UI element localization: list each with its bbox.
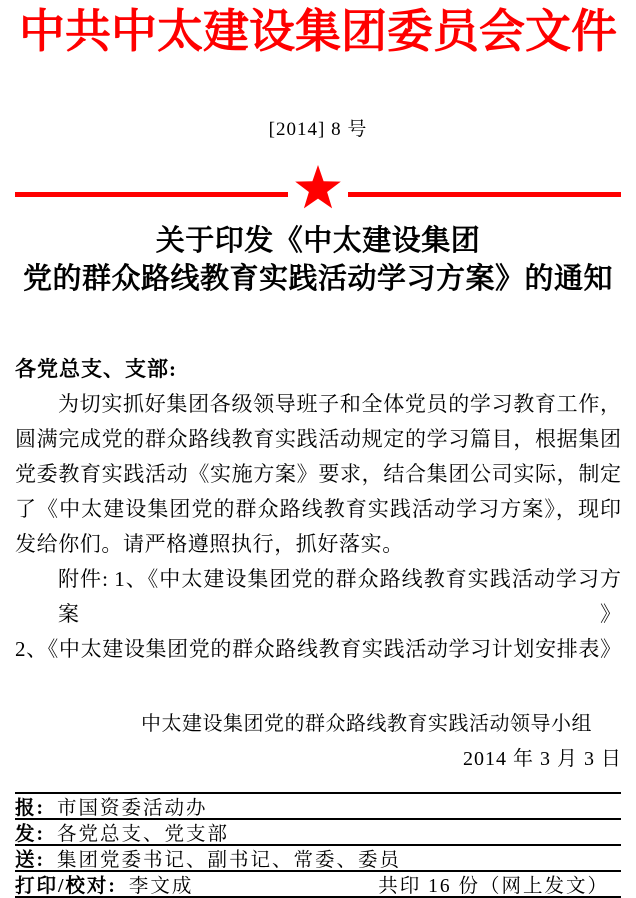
body-line: 为切实抓好集团各级领导班子和全体党员的学习教育工作， xyxy=(58,392,621,416)
signature-block xyxy=(0,707,636,777)
row-label: 打印/校对: xyxy=(15,876,117,897)
red-line-left xyxy=(15,192,288,197)
issue-date: 2014 年 3 月 3 日 xyxy=(463,748,622,770)
table-row-report xyxy=(15,794,621,820)
issuer-name: 中太建设集团党的群众路线教育实践活动领导小组 xyxy=(141,713,592,735)
document-title-line1: 关于印发《中太建设集团 xyxy=(155,225,481,257)
red-header-org-title: 中共中太建设集团委员会文件 xyxy=(19,6,617,57)
body-line: 党委教育实践活动《实施方案》要求，结合集团公司实际，制定 xyxy=(15,462,621,486)
body-line: 了《中太建设集团党的群众路线教育实践活动学习方案》，现印 xyxy=(15,497,621,521)
document-title xyxy=(0,222,636,298)
red-line-right xyxy=(348,192,621,197)
attachment-line: 附件: 1、《中太建设集团党的群众路线教育实践活动学习方案》 xyxy=(58,567,621,626)
document-number: [2014] 8 号 xyxy=(268,119,368,140)
row-label: 送: xyxy=(15,850,45,871)
row-value: 李文成 xyxy=(128,876,194,897)
table-row-send xyxy=(15,846,621,872)
salutation: 各党总支、支部: xyxy=(15,357,177,381)
document-body xyxy=(15,352,621,667)
copies-note: 共印 16 份（网上发文） xyxy=(378,876,609,897)
table-row-print xyxy=(15,872,621,898)
row-value: 市国资委活动办 xyxy=(57,798,208,819)
red-divider-rule xyxy=(15,164,621,211)
row-value: 各党总支、党支部 xyxy=(57,824,230,845)
body-line: 发给你们。请严格遵照执行，抓好落实。 xyxy=(15,532,404,556)
row-label: 发: xyxy=(15,824,45,845)
row-value: 集团党委书记、副书记、常委、委员 xyxy=(57,850,402,871)
table-row-issue xyxy=(15,820,621,846)
row-label: 报: xyxy=(15,798,45,819)
distribution-table xyxy=(15,792,621,898)
document-title-line2: 党的群众路线教育实践活动学习方案》的通知 xyxy=(22,263,613,295)
body-line: 圆满完成党的群众路线教育实践活动规定的学习篇目，根据集团 xyxy=(15,427,621,451)
red-star-icon xyxy=(294,164,342,211)
attachment-line: 2、《中太建设集团党的群众路线教育实践活动学习计划安排表》 xyxy=(15,637,621,661)
